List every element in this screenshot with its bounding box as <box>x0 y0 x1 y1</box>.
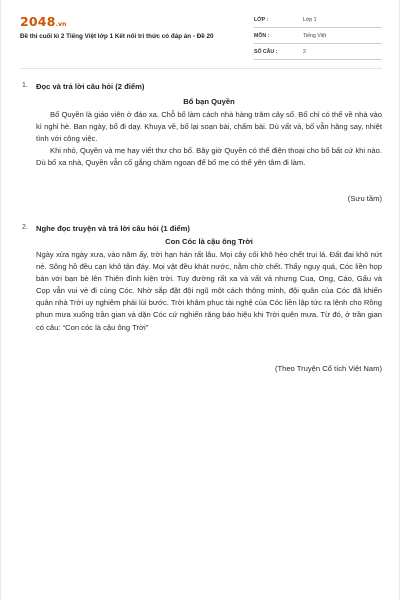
story-paragraph: Khi nhỏ, Quyền và mẹ hay viết thư cho bố. Bây giờ Quyền có thể điện thoại cho bố bất cứ khi nào. Dù bố xa nhà, Quyền vẫn cố gắng chăm ngoan để bố mẹ có thể yên tâm đi làm. <box>36 146 382 168</box>
question-number: 2. <box>22 224 28 231</box>
page-border-left <box>0 0 1 600</box>
question-heading: Đọc và trả lời câu hỏi (2 điểm) <box>36 82 145 91</box>
meta-value: 2 <box>303 49 306 55</box>
meta-row-class <box>254 14 382 28</box>
document-title: Đề thi cuối kì 2 Tiếng Việt lớp 1 Kết nối tri thức có đáp án - Đề 20 <box>20 33 214 40</box>
story-source: (Sưu tầm) <box>347 194 382 203</box>
story-paragraph: Ngày xửa ngày xưa, vào năm ấy, trời hạn hán rất lâu. Mọi cây cối khô héo chết trụi lá. Đất đai khô nứt nẻ. Sông hồ đều cạn khô tận đáy. Mọi vật đều khát nước, nằm chờ chết. Thấy nguy quá, Cóc liền họp bàn với bạn bè lên Thiên đình kiện trời. Tuy đường rất xa và vất vả nhưng Cua, Ong, Cáo, Gấu và Cọp vẫn vui vẻ đi cùng Cóc. Nhờ sắp đặt đội ngũ một cách thông minh, đội quân của Cóc đã khiến quân nhà Trời uy nghiêm phải lùi bước. Trời khâm phục tài nghệ của Cóc liền lập tức ra lệnh cho Rồng phun mưa xuống trần gian và dặn Cóc cứ nghiến răng báo hiệu khi Trời quên mưa. Từ đó, ở trần gian có câu: “Con cóc là cậu ông Trời” <box>36 250 382 332</box>
story-source: (Theo Truyện Cổ tích Việt Nam) <box>274 364 382 373</box>
story-text <box>36 109 382 169</box>
site-logo[interactable] <box>20 14 67 29</box>
story-title: Con Cóc là cậu ông Trời <box>165 237 253 246</box>
question-heading: Nghe đọc truyện và trả lời câu hỏi (1 điểm) <box>36 224 190 233</box>
meta-key: MÔN : <box>254 33 270 39</box>
meta-value: Tiếng Việt <box>303 33 327 39</box>
meta-key: SỐ CÂU : <box>254 49 278 55</box>
logo-tld: .vn <box>55 21 67 28</box>
story-title: Bố bạn Quyền <box>183 97 235 106</box>
question-number: 1. <box>22 82 28 89</box>
header-divider <box>20 68 382 69</box>
story-text <box>36 249 382 334</box>
meta-key: LỚP : <box>254 17 269 23</box>
document-header <box>20 14 382 64</box>
story-paragraph: Bố Quyền là giáo viên ở đảo xa. Chỗ bố làm cách nhà hàng trăm cây số. Bố chỉ có thể về nhà vào kì nghỉ hè. Ban ngày, bố đi dạy. Khuya về, bố lại soạn bài, chấm bài. Dù vất vả, bố vẫn hăng say, nhiệt tình với công việc. <box>36 110 382 144</box>
meta-value: Lớp 1 <box>303 17 317 23</box>
logo-main: 2048 <box>20 14 56 29</box>
document-meta <box>254 14 382 62</box>
meta-row-question-count <box>254 46 382 60</box>
meta-row-subject <box>254 30 382 44</box>
